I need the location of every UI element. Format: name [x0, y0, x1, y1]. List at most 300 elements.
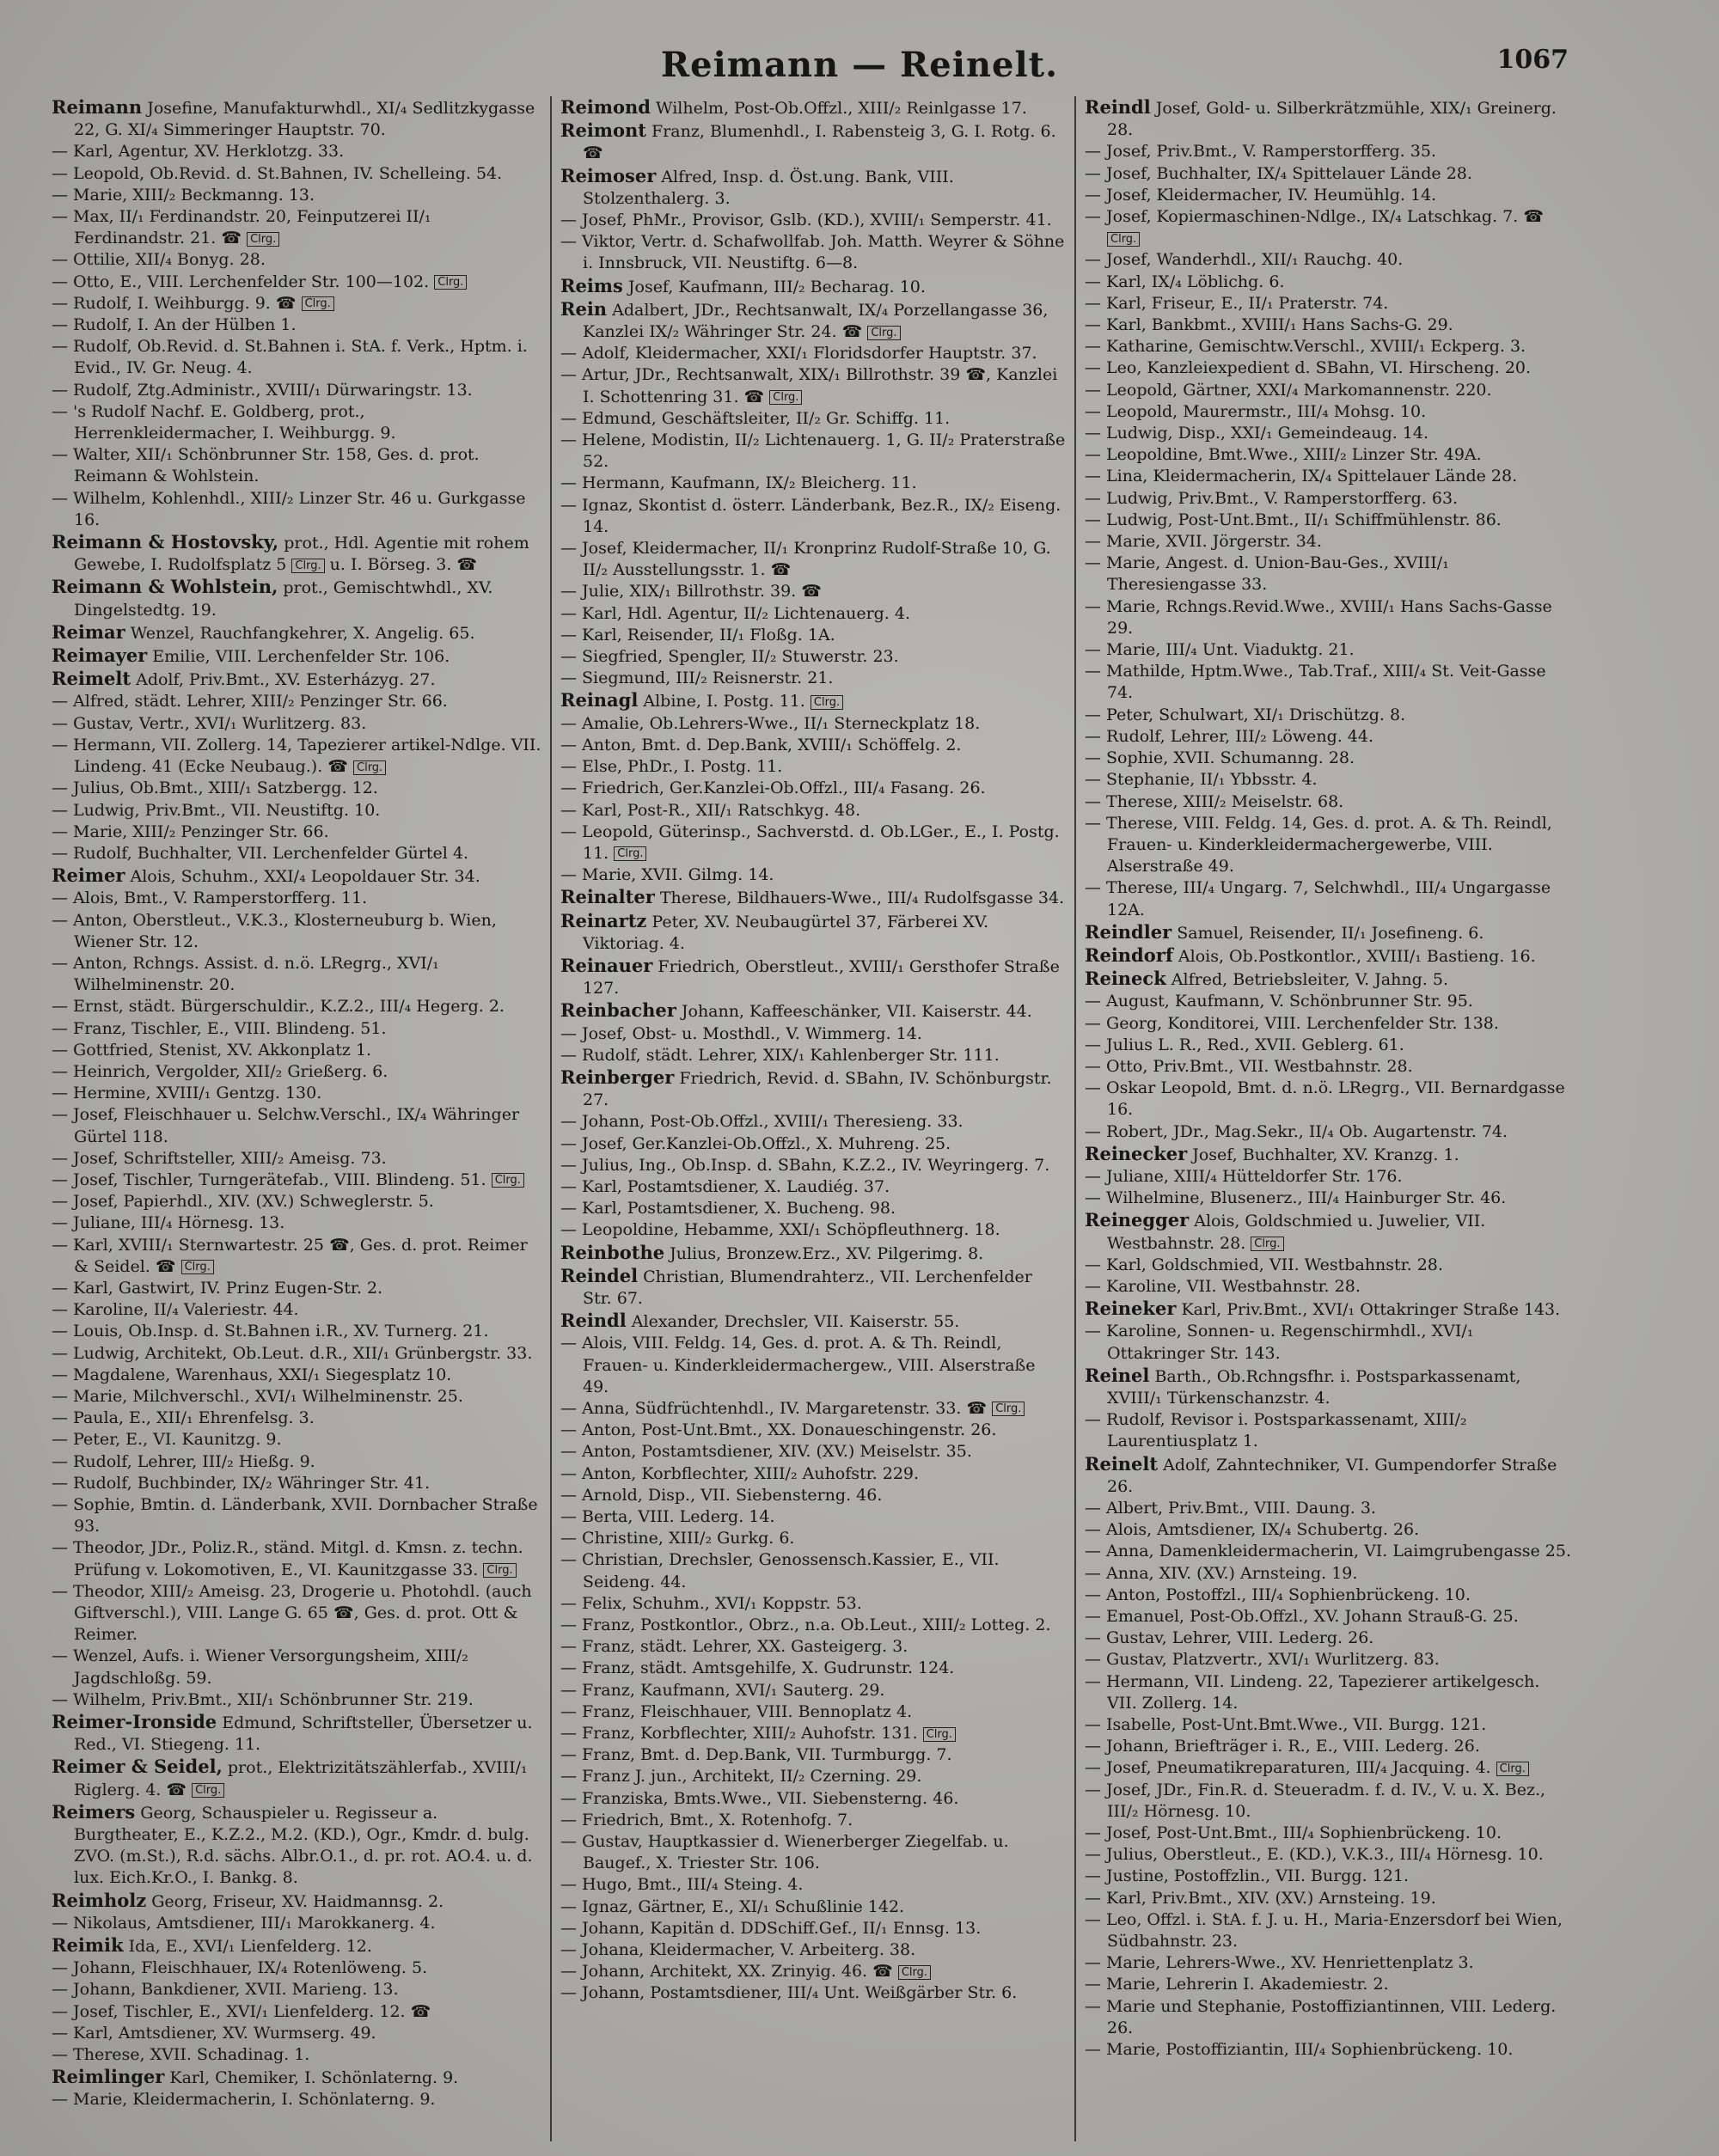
directory-entry [560, 1831, 1066, 1874]
entry-surname: Reindl [560, 1310, 627, 1332]
directory-entry [52, 1148, 541, 1170]
directory-entry [1085, 380, 1573, 401]
entry-text: — Adolf, Kleidermacher, XXI/₁ Floridsdorfer Hauptstr. 37. [560, 344, 1037, 363]
entry-text: — Stephanie, II/₁ Ybbsstr. 4. [1085, 770, 1318, 790]
directory-entry [52, 141, 541, 162]
entry-text: — Josef, Kleidermacher, II/₁ Kronprinz Rudolf-Straße 10, G. II/₂ Ausstellungsstr. 1. ☎ [560, 539, 1051, 580]
entry-surname: Reineker [1085, 1298, 1177, 1320]
entry-text: — Louis, Ob.Insp. d. St.Bahnen i.R., XV. Turnerg. 21. [52, 1322, 489, 1341]
directory-entry [52, 1343, 541, 1365]
directory-entry [1085, 1996, 1573, 2039]
directory-entry [1085, 510, 1573, 531]
entry-text: Adolf, Zahntechniker, VI. Gumpendorfer Straße 26. [1107, 1455, 1557, 1496]
entry-text-after: u. I. Börseg. 3. ☎ [324, 555, 478, 575]
entry-text: — Johana, Kleidermacher, V. Arbeiterg. 38. [560, 1940, 916, 1960]
entry-text: — Josef, Pneumatikreparaturen, III/₄ Jacquing. 4. [1085, 1758, 1491, 1778]
entry-text: — Franz, städt. Lehrer, XX. Gasteigerg. 3. [560, 1637, 908, 1657]
entry-text: — Heinrich, Vergolder, XII/₂ Grießerg. 6. [52, 1061, 388, 1081]
entry-text: — Franz, Tischler, E., VIII. Blindeng. 51. [52, 1018, 387, 1038]
directory-entry [52, 1083, 541, 1104]
registration-mark: Clrg. [898, 1965, 931, 1980]
directory-entry [560, 1485, 1066, 1506]
entry-surname: Reinbothe [560, 1241, 665, 1263]
directory-entry [52, 2044, 541, 2066]
entry-text: — Peter, E., VI. Kaunitzg. 9. [52, 1430, 282, 1450]
directory-entry [52, 644, 541, 668]
registration-mark: Clrg. [1251, 1237, 1283, 1251]
entry-text: — Wilhelm, Priv.Bmt., XII/₁ Schönbrunner Str. 219. [52, 1689, 474, 1709]
entry-text: Franz, Blumenhdl., I. Rabensteig 3, G. I. Rotg. 6. ☎ [583, 122, 1056, 163]
directory-entry [52, 1386, 541, 1408]
entry-text: — Karl, Bankbmt., XVIII/₁ Hans Sachs-G. 29. [1085, 315, 1453, 335]
column-right [1074, 96, 1581, 2141]
directory-entry [560, 910, 1066, 955]
entry-text: — Ottilie, XII/₄ Bonyg. 28. [52, 250, 266, 270]
entry-text: — Leopold, Ob.Revid. d. St.Bahnen, IV. Schelleing. 54. [52, 163, 503, 183]
directory-entry [52, 1278, 541, 1299]
entry-surname: Reinalter [560, 886, 655, 908]
directory-entry [1085, 1628, 1573, 1649]
entry-text: — Leopoldine, Bmt.Wwe., XIII/₂ Linzer Str. 49A. [1085, 445, 1482, 465]
directory-entry [1085, 769, 1573, 791]
directory-entry [1085, 272, 1573, 293]
directory-entry [52, 691, 541, 712]
entry-text: — Marie, Lehrerin I. Akademiestr. 2. [1085, 1975, 1389, 1994]
entry-text: — Amalie, Ob.Lehrers-Wwe., II/₁ Sterneckplatz 18. [560, 713, 981, 733]
entry-surname: Reimond [560, 96, 651, 118]
directory-entry [560, 735, 1066, 756]
entry-text: — Alfred, städt. Lehrer, XIII/₂ Penzinger Str. 66. [52, 692, 448, 712]
directory-entry [1085, 1780, 1573, 1823]
directory-entry [1085, 1056, 1573, 1078]
entry-text: — Johann, Bankdiener, XVII. Marieng. 13. [52, 1980, 399, 2000]
page-title: Reimann — Reinelt. [660, 45, 1059, 85]
entry-surname: Reimers [52, 1800, 136, 1823]
directory-entry [1085, 1671, 1573, 1714]
entry-surname: Reimann & Hostovsky, [52, 531, 279, 553]
entry-text: — Anton, Oberstleut., V.K.3., Klosterneuburg b. Wien, Wiener Str. 12. [52, 910, 497, 951]
entry-text: — Alois, Bmt., V. Ramperstorfferg. 11. [52, 889, 368, 908]
entry-text: — Artur, JDr., Rechtsanwalt, XIX/₁ Billrothstr. 39 ☎, Kanzlei I. Schottenring 31. ☎ [560, 365, 1058, 406]
entry-text: — Rudolf, I. Weihburgg. 9. ☎ [52, 293, 297, 313]
entry-text: — Wenzel, Aufs. i. Wiener Versorgungsheim, XIII/₂ Jagdschloßg. 59. [52, 1646, 468, 1688]
entry-text: Christian, Blumendrahterz., VII. Lerchenfelder Str. 67. [583, 1267, 1032, 1308]
directory-entry [52, 910, 541, 953]
entry-text: — Isabelle, Post-Unt.Bmt.Wwe., VII. Burgg. 121. [1085, 1715, 1487, 1735]
entry-surname: Reimer & Seidel, [52, 1756, 223, 1778]
entry-text: — Leopold, Maurermstr., III/₄ Mohsg. 10. [1085, 401, 1427, 421]
entry-text: — August, Kaufmann, V. Schönbrunner Str. 95. [1085, 992, 1473, 1011]
entry-text: — Franz, Kaufmann, XVI/₁ Sauterg. 29. [560, 1680, 885, 1700]
directory-entry [52, 1191, 541, 1212]
directory-entry [560, 1982, 1066, 2004]
entry-text: — Anton, Rchngs. Assist. d. n.ö. LRegrg., XVI/₁ Wilhelminenstr. 20. [52, 953, 439, 995]
directory-entry [560, 364, 1066, 407]
registration-mark: Clrg. [992, 1402, 1025, 1416]
entry-text: — Emanuel, Post-Ob.Offzl., XV. Johann Strauß-G. 25. [1085, 1607, 1519, 1627]
entry-text: Emilie, VIII. Lerchenfelder Str. 106. [147, 647, 450, 667]
entry-text: — Christian, Drechsler, Genossensch.Kassier, E., VII. Seideng. 44. [560, 1550, 1000, 1591]
directory-entry [560, 713, 1066, 735]
entry-text: Wenzel, Rauchfangkehrer, X. Angelig. 65. [125, 623, 475, 643]
entry-text: — Theodor, JDr., Poliz.R., ständ. Mitgl. d. Kmsn. z. techn. Prüfung v. Lokomotiven, E., VI. Kaunitzgasse 33. [52, 1538, 523, 1579]
entry-text: — Johann, Postamtsdiener, III/₄ Unt. Weißgärber Str. 6. [560, 1983, 1018, 2003]
directory-entry [52, 401, 541, 444]
directory-entry [560, 1155, 1066, 1176]
directory-entry [560, 1874, 1066, 1896]
entry-text: — Josef, Kleidermacher, IV. Heumühlg. 14. [1085, 185, 1437, 205]
directory-entry [1085, 315, 1573, 336]
entry-text: — Therese, VIII. Feldg. 14, Ges. d. prot. A. & Th. Reindl, Frauen- u. Kinderkleidermachergewerbe, VIII. Alserstraße 49. [1085, 813, 1552, 876]
directory-entry [1085, 705, 1573, 726]
registration-mark: Clrg. [923, 1727, 956, 1742]
directory-entry [1085, 1276, 1573, 1298]
directory-entry [52, 1212, 541, 1234]
entry-text: — Ignaz, Skontist d. österr. Länderbank, Bez.R., IX/₂ Eiseng. 14. [560, 495, 1061, 536]
entry-text: — Karl, Amtsdiener, XV. Wurmserg. 49. [52, 2023, 376, 2043]
entry-surname: Reindler [1085, 920, 1172, 943]
entry-text: Edmund, Schriftsteller, Übersetzer u. Red., VI. Stiegeng. 11. [74, 1713, 533, 1755]
entry-text: — Marie, Kleidermacherin, I. Schönlaterng. 9. [52, 2090, 436, 2110]
entry-surname: Reimelt [52, 668, 132, 690]
directory-entry [1085, 1866, 1573, 1887]
entry-text: — Gottfried, Stenist, XV. Akkonplatz 1. [52, 1040, 372, 1060]
entry-text: — Anton, Korbflechter, XIII/₂ Auhofstr. 229. [560, 1463, 920, 1483]
entry-text: — Ludwig, Disp., XXI/₁ Gemeindeaug. 14. [1085, 424, 1429, 443]
directory-entry [1085, 163, 1573, 185]
entry-text: Friedrich, Revid. d. SBahn, IV. Schönburgstr. 27. [583, 1068, 1052, 1110]
entry-text: — Josef, Kopiermaschinen-Ndlge., IX/₄ Latschkag. 7. ☎ [1085, 207, 1545, 227]
entry-text: — Hermann, VII. Zollerg. 14, Tapezierer artikel-Ndlge. VII. Lindeng. 41 (Ecke Neubaug.). ☎ [52, 735, 541, 777]
entry-text: Adolf, Priv.Bmt., XV. Esterházyg. 27. [131, 670, 436, 690]
entry-text: — Rudolf, I. An der Hülben 1. [52, 315, 297, 335]
directory-entry [560, 96, 1066, 119]
entry-text: — Georg, Konditorei, VIII. Lerchenfelder Str. 138. [1085, 1013, 1499, 1033]
entry-text: — Friedrich, Bmt., X. Rotenhofg. 7. [560, 1810, 853, 1829]
directory-entry [560, 1441, 1066, 1463]
entry-text: — Ludwig, Priv.Bmt., V. Ramperstorfferg. 63. [1085, 488, 1459, 508]
entry-text: — Katharine, Gemischtw.Verschl., XVIII/₁ Eckperg. 3. [1085, 337, 1526, 357]
directory-entry [560, 298, 1066, 343]
entry-text: — Franziska, Bmts.Wwe., VII. Siebensterng. 46. [560, 1788, 959, 1808]
directory-entry [52, 1913, 541, 1934]
entry-text: — Josef, Ger.Kanzlei-Ob.Offzl., X. Muhreng. 25. [560, 1133, 951, 1153]
entry-text: Samuel, Reisender, II/₁ Josefineng. 6. [1171, 923, 1484, 943]
entry-text: — Josef, Papierhdl., XIV. (XV.) Schweglerstr. 5. [52, 1192, 434, 1212]
registration-mark: Clrg. [181, 1260, 214, 1274]
entry-text: — Juliane, XIII/₄ Hütteldorfer Str. 176. [1085, 1166, 1403, 1186]
entry-text: — Hugo, Bmt., III/₄ Steing. 4. [560, 1875, 804, 1895]
entry-text: — Marie, Postoffiziantin, III/₄ Sophienbrückeng. 10. [1085, 2040, 1514, 2060]
directory-entry [52, 249, 541, 271]
directory-entry [52, 843, 541, 864]
directory-entry [52, 1890, 541, 1913]
entry-text: — Karl, Goldschmied, VII. Westbahnstr. 28. [1085, 1255, 1443, 1274]
entry-text: Josef, Kaufmann, III/₂ Becharag. 10. [622, 277, 926, 296]
registration-mark: Clrg. [291, 559, 324, 573]
entry-text: — Leopold, Güterinsp., Sachverstd. d. Ob.LGer., E., I. Postg. 11. [560, 821, 1060, 863]
directory-entry [52, 621, 541, 644]
directory-entry [560, 603, 1066, 625]
directory-entry [52, 1040, 541, 1061]
entry-surname: Reinbacher [560, 999, 676, 1022]
directory-entry [52, 1321, 541, 1342]
entry-text: Peter, XV. Neubaugürtel 37, Färberei XV. Viktoriag. 4. [583, 912, 989, 953]
entry-text: — Karl, Agentur, XV. Herklotzg. 33. [52, 142, 345, 162]
directory-entry [560, 165, 1066, 210]
entry-text: — Anton, Postamtsdiener, XIV. (XV.) Meiselstr. 35. [560, 1442, 972, 1462]
entry-text: — Rudolf, Revisor i. Postsparkassenamt, XIII/₂ Laurentiusplatz 1. [1085, 1410, 1467, 1451]
entry-text: — Friedrich, Ger.Kanzlei-Ob.Offzl., III/₄ Fasang. 26. [560, 779, 986, 798]
directory-entry [52, 1646, 541, 1689]
entry-text: — Oskar Leopold, Bmt. d. n.ö. LRegrg., VII. Bernardgasse 16. [1085, 1078, 1565, 1120]
entry-text: — Ernst, städt. Bürgerschuldir., K.Z.2., III/₄ Hegerg. 2. [52, 997, 505, 1017]
entry-text: — Sophie, XVII. Schumanng. 28. [1085, 748, 1355, 768]
entry-text: — Karoline, II/₄ Valeriestr. 44. [52, 1300, 299, 1320]
column-left [43, 96, 550, 2141]
entry-text: — Alois, Amtsdiener, IX/₄ Schubertg. 26. [1085, 1520, 1420, 1540]
directory-entry [52, 1979, 541, 2000]
directory-entry [1085, 2039, 1573, 2061]
directory-entry [1085, 1519, 1573, 1541]
entry-text: — Marie, Milchverschl., XVI/₁ Wilhelminenstr. 25. [52, 1386, 463, 1406]
entry-text: — Wilhelmine, Blusenerz., III/₄ Hainburger Str. 46. [1085, 1188, 1507, 1208]
directory-entry [52, 735, 541, 778]
entry-text: — Albert, Priv.Bmt., VIII. Daung. 3. [1085, 1499, 1376, 1518]
directory-entry [1085, 1035, 1573, 1056]
entry-text: — Hermine, XVIII/₁ Gentzg. 130. [52, 1084, 322, 1103]
directory-entry [52, 336, 541, 379]
directory-entry [560, 430, 1066, 473]
directory-entry [560, 1766, 1066, 1787]
directory-entry [1085, 596, 1573, 639]
entry-text: — Karl, Postamtsdiener, X. Laudiég. 37. [560, 1176, 890, 1196]
directory-entry [1085, 813, 1573, 878]
directory-entry [560, 821, 1066, 864]
entry-text: — Julius L. R., Red., XVII. Geblerg. 61. [1085, 1035, 1404, 1054]
entry-text: — Otto, E., VIII. Lerchenfelder Str. 100—102. [52, 272, 430, 291]
entry-text: Alfred, Betriebsleiter, V. Jahng. 5. [1165, 970, 1448, 990]
directory-entry [1085, 1365, 1573, 1409]
directory-entry [52, 1365, 541, 1386]
entry-text: Albine, I. Postg. 11. [638, 692, 805, 712]
entry-surname: Reinartz [560, 909, 647, 931]
entry-surname: Rein [560, 297, 608, 320]
entry-text: — Josef, Fleischhauer u. Selchw.Verschl., IX/₄ Währinger Gürtel 118. [52, 1105, 520, 1146]
directory-entry [560, 1506, 1066, 1528]
entry-text: — Paula, E., XII/₁ Ehrenfelsg. 3. [52, 1408, 315, 1428]
entry-text: Friedrich, Oberstleut., XVIII/₁ Gersthofer Straße 127. [583, 956, 1060, 999]
entry-text: — Josef, Schriftsteller, XIII/₂ Ameisg. 73. [52, 1148, 387, 1168]
directory-entry [52, 2089, 541, 2110]
directory-entry [1085, 1078, 1573, 1121]
entry-text: — Karl, Postamtsdiener, X. Bucheng. 98. [560, 1199, 896, 1218]
entry-text: Barth., Ob.Rchngsfhr. i. Postsparkassenamt, XVIII/₁ Türkenschanzstr. 4. [1107, 1366, 1521, 1408]
directory-entry [560, 1810, 1066, 1831]
entry-text: — Ludwig, Post-Unt.Bmt., II/₁ Schiffmühlenstr. 86. [1085, 510, 1502, 529]
directory-entry [1085, 1188, 1573, 1209]
directory-entry [1085, 791, 1573, 813]
registration-mark: Clrg. [483, 1563, 516, 1578]
entry-text: — Johann, Kapitän d. DDSchiff.Gef., II/₁ Ennsg. 13. [560, 1918, 982, 1938]
directory-entry [52, 1473, 541, 1494]
registration-mark: Clrg. [1496, 1762, 1529, 1776]
entry-text: Josefine, Manufakturwhdl., XI/₄ Sedlitzkygasse 22, G. XI/₄ Simmeringer Hauptstr. 70. [74, 99, 535, 140]
directory-entry [560, 1658, 1066, 1679]
entry-text: — Josef, Post-Unt.Bmt., III/₄ Sophienbrückeng. 10. [1085, 1823, 1502, 1843]
entry-text: Georg, Schauspieler u. Regisseur a. Burgtheater, E., K.Z.2., M.2. (KD.), Ogr., Kmdr. d. bulg. ZVO. (m.St.), R.d. sächs. Albr.O.1., d. pr. rot. AO.4. u. d. lux. Eich.Kr.O., I. Bankg. 8. [74, 1803, 533, 1888]
entry-text: — Viktor, Vertr. d. Schafwollfab. Joh. Matth. Weyrer & Söhne i. Innsbruck, VII. Neustiftg. 6—8. [560, 232, 1065, 273]
directory-entry [560, 408, 1066, 430]
entry-text: — Therese, XVII. Schadinag. 1. [52, 2045, 310, 2065]
entry-text: — Nikolaus, Amtsdiener, III/₁ Marokkanerg. 4. [52, 1913, 436, 1933]
directory-entry [1085, 1013, 1573, 1035]
entry-text: Alois, Schuhm., XXI/₄ Leopoldauer Str. 34. [125, 867, 480, 887]
directory-entry [560, 668, 1066, 689]
entry-text: Alois, Ob.Postkontlor., XVIII/₁ Bastieng. 16. [1172, 946, 1536, 966]
entry-text: Julius, Bronzew.Erz., XV. Pilgerimg. 8. [664, 1243, 984, 1263]
directory-entry [560, 1918, 1066, 1939]
directory-entry [1085, 1121, 1573, 1143]
entry-text: — Mathilde, Hptm.Wwe., Tab.Traf., XIII/₄ St. Veit-Gasse 74. [1085, 662, 1546, 703]
directory-entry [52, 821, 541, 843]
entry-text: — Franz, Fleischhauer, VIII. Bennoplatz 4. [560, 1701, 913, 1721]
entry-text: — Leopoldine, Hebamme, XXI/₁ Schöpfleuthnerg. 18. [560, 1220, 1000, 1240]
directory-entry [560, 1219, 1066, 1241]
registration-mark: Clrg. [302, 296, 334, 311]
entry-text: — Ludwig, Priv.Bmt., VII. Neustiftg. 10. [52, 800, 381, 820]
entry-surname: Reinecker [1085, 1142, 1188, 1164]
entry-text: — Anna, Südfrüchtenhdl., IV. Margaretenstr. 33. ☎ [560, 1398, 988, 1418]
entry-text: — Marie, III/₄ Unt. Viaduktg. 21. [1085, 640, 1355, 660]
directory-entry [560, 1896, 1066, 1918]
directory-entry [52, 713, 541, 735]
directory-entry [560, 778, 1066, 799]
directory-entry [560, 343, 1066, 364]
entry-text: — Edmund, Geschäftsleiter, II/₂ Gr. Schiffg. 11. [560, 408, 951, 428]
entry-text: Josef, Buchhalter, XV. Kranzg. 1. [1187, 1145, 1459, 1164]
entry-text: Johann, Kaffeeschänker, VII. Kaiserstr. 44. [676, 1002, 1032, 1022]
directory-entry [560, 1111, 1066, 1133]
entry-surname: Reimayer [52, 644, 148, 667]
entry-text: — Magdalene, Warenhaus, XXI/₁ Siegesplatz 10. [52, 1365, 452, 1384]
directory-entry [52, 1170, 541, 1191]
entry-text: — Rudolf, Buchbinder, IX/₂ Währinger Str. 41. [52, 1473, 431, 1493]
directory-entry [560, 1133, 1066, 1155]
directory-entry [560, 1265, 1066, 1310]
directory-entry [560, 1066, 1066, 1111]
entry-text: — Franz, Bmt. d. Dep.Bank, VII. Turmburgg. 7. [560, 1745, 952, 1765]
directory-entry [560, 1961, 1066, 1982]
directory-entry [52, 531, 541, 576]
entry-text: — Lina, Kleidermacherin, IX/₄ Spittelauer Lände 28. [1085, 467, 1518, 486]
entry-text: Georg, Friseur, XV. Haidmannsg. 2. [146, 1891, 444, 1911]
entry-surname: Reinel [1085, 1364, 1150, 1386]
entry-text: — Marie und Stephanie, Postoffiziantinnen, VIII. Lederg. 26. [1085, 1996, 1557, 2037]
directory-entry [560, 473, 1066, 494]
entry-text: — Marie, XVII. Jörgerstr. 34. [1085, 532, 1322, 552]
entry-text: — Josef, JDr., Fin.R. d. Steueradm. f. d. IV., V. u. X. Bez., III/₂ Hörnesg. 10. [1085, 1780, 1546, 1821]
entry-text: — Felix, Schuhm., XVI/₁ Koppstr. 53. [560, 1593, 862, 1613]
directory-entry [1085, 444, 1573, 466]
entry-text: — Marie, XIII/₂ Beckmanng. 13. [52, 185, 315, 205]
directory-entry [1085, 1409, 1573, 1452]
entry-text: — Josef, PhMr., Provisor, Gslb. (KD.), XVIII/₁ Semperstr. 41. [560, 211, 1052, 230]
directory-entry [560, 1333, 1066, 1398]
entry-text: — Therese, XIII/₂ Meiselstr. 68. [1085, 791, 1344, 811]
entry-surname: Reimholz [52, 1889, 147, 1911]
entry-surname: Reinauer [560, 954, 653, 976]
entry-surname: Reimann & Wohlstein, [52, 576, 278, 598]
entry-text: — Johann, Fleischhauer, IX/₄ Rotenlöweng. 5. [52, 1958, 428, 1978]
directory-entry [52, 1581, 541, 1646]
directory-entry [560, 210, 1066, 231]
entry-text: prot., Hdl. Agentie mit rohem Gewebe, I. Rudolfsplatz 5 [74, 534, 529, 575]
registration-mark: Clrg. [434, 275, 467, 290]
directory-entry [52, 888, 541, 909]
directory-entry [1085, 293, 1573, 315]
entry-text: — Franz, städt. Amtsgehilfe, X. Gudrunstr. 124. [560, 1658, 955, 1678]
entry-text: — Johann, Architekt, XX. Zrinyig. 46. ☎ [560, 1962, 893, 1982]
directory-entry [560, 119, 1066, 164]
registration-mark: Clrg. [1107, 232, 1140, 247]
directory-entry [560, 1242, 1066, 1265]
entry-text: — Wilhelm, Kohlenhdl., XIII/₂ Linzer Str. 46 u. Gurkgasse 16. [52, 488, 526, 529]
entry-text: — Rudolf, Lehrer, III/₂ Löweng. 44. [1085, 726, 1374, 746]
directory-entry [560, 1310, 1066, 1333]
directory-entry [1085, 921, 1573, 944]
directory-entry [560, 646, 1066, 668]
directory-entry [52, 96, 541, 141]
entry-text: — Arnold, Disp., VII. Siebensterng. 46. [560, 1485, 883, 1505]
directory-entry [1085, 1255, 1573, 1276]
directory-entry [52, 576, 541, 620]
entry-text: — Anton, Postoffzl., III/₄ Sophienbrückeng. 10. [1085, 1585, 1471, 1604]
entry-surname: Reindorf [1085, 944, 1173, 966]
entry-text: — Karl, IX/₄ Löblichg. 6. [1085, 272, 1285, 291]
entry-text: — Franz, Postkontlor., Obrz., n.a. Ob.Leut., XIII/₂ Lotteg. 2. [560, 1615, 1051, 1635]
directory-entry [1085, 1563, 1573, 1585]
directory-entry [1085, 1498, 1573, 1519]
entry-surname: Reimann [52, 96, 143, 118]
directory-entry [560, 689, 1066, 712]
directory-entry [52, 293, 541, 315]
page-header [0, 45, 1719, 100]
entry-text: — Leopold, Gärtner, XXI/₄ Markomannenstr. 220. [1085, 380, 1492, 400]
column-middle [550, 96, 1074, 2141]
entry-text: — Karl, Friseur, E., II/₁ Praterstr. 74. [1085, 293, 1389, 313]
directory-entry [1085, 401, 1573, 423]
entry-text: — Josef, Wanderhdl., XII/₁ Rauchg. 40. [1085, 250, 1404, 270]
entry-text: — Juliane, III/₄ Hörnesg. 13. [52, 1213, 285, 1233]
entry-text: — Berta, VIII. Lederg. 14. [560, 1507, 775, 1526]
directory-entry [1085, 1974, 1573, 1995]
registration-mark: Clrg. [492, 1173, 524, 1188]
entry-surname: Reinagl [560, 689, 639, 712]
entry-text: — 's Rudolf Nachf. E. Goldberg, prot., Herrenkleidermacher, I. Weihburgg. 9. [52, 401, 396, 443]
entry-text: — Else, PhDr., I. Postg. 11. [560, 757, 783, 777]
entry-surname: Reinberger [560, 1066, 675, 1088]
directory-entry [1085, 1298, 1573, 1321]
directory-entry [52, 488, 541, 531]
directory-entry [52, 2066, 541, 2089]
entry-text: Wilhelm, Post-Ob.Offzl., XIII/₂ Reinlgasse 17. [650, 99, 1027, 118]
entry-text: — Anna, Damenkleidermacherin, VI. Laimgrubengasse 25. [1085, 1542, 1572, 1561]
entry-text: Josef, Gold- u. Silberkrätzmühle, XIX/₁ Greinerg. 28. [1107, 99, 1557, 140]
entry-text: — Walter, XII/₁ Schönbrunner Str. 158, Ges. d. prot. Reimann & Wohlstein. [52, 445, 480, 486]
entry-surname: Reims [560, 274, 623, 296]
directory-entry [52, 1934, 541, 1958]
